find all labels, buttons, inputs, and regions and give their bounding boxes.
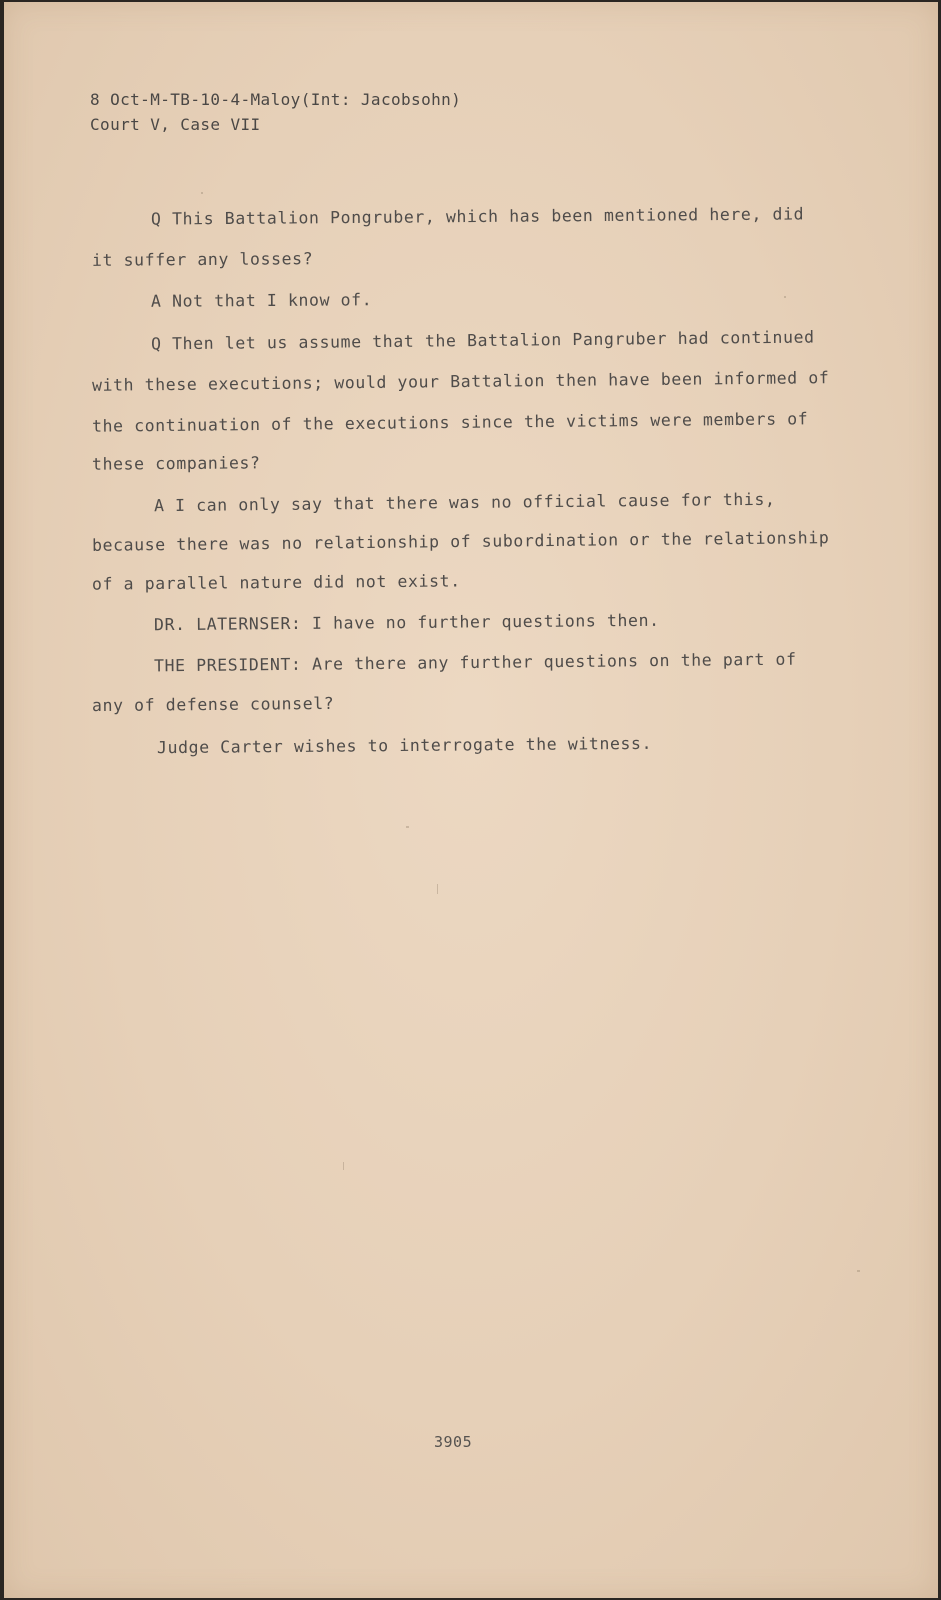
laternser-statement: DR. LATERNSER: I have no further questions then. bbox=[153, 610, 660, 635]
president-line-2: any of defense counsel? bbox=[91, 693, 335, 716]
a2-line-3: of a parallel nature did not exist. bbox=[91, 571, 461, 594]
paper-speck bbox=[343, 1162, 344, 1170]
a1-line-1: A Not that I know of. bbox=[150, 290, 373, 311]
q1-line-1: Q This Battalion Pongruber, which has been mentioned here, did bbox=[150, 204, 805, 229]
paper-speck bbox=[857, 1270, 860, 1272]
page-number: 3905 bbox=[434, 1433, 473, 1451]
a2-line-2: because there was no relationship of subordination or the relationship bbox=[91, 528, 830, 555]
a2-line-1: A I can only say that there was no official cause for this, bbox=[153, 489, 776, 516]
q2-line-1: Q Then let us assume that the Battalion Pangruber had continued bbox=[150, 327, 815, 354]
document-header-reference: 8 Oct-M-TB-10-4-Maloy(Int: Jacobsohn) bbox=[90, 90, 462, 109]
paper-speck bbox=[406, 826, 409, 828]
judge-carter-line: Judge Carter wishes to interrogate the witness. bbox=[156, 733, 653, 758]
document-header-court: Court V, Case VII bbox=[90, 115, 261, 134]
president-line-1: THE PRESIDENT: Are there any further questions on the part of bbox=[153, 649, 797, 676]
paper-speck bbox=[784, 296, 786, 298]
paper-speck bbox=[201, 192, 203, 194]
document-page bbox=[4, 2, 938, 1598]
q2-line-4: these companies? bbox=[91, 453, 261, 474]
q1-line-2: it suffer any losses? bbox=[91, 249, 314, 270]
q2-line-2: with these executions; would your Battalion then have been informed of bbox=[91, 368, 830, 395]
q2-line-3: the continuation of the executions since the victims were members of bbox=[91, 409, 809, 436]
paper-speck bbox=[437, 884, 438, 894]
